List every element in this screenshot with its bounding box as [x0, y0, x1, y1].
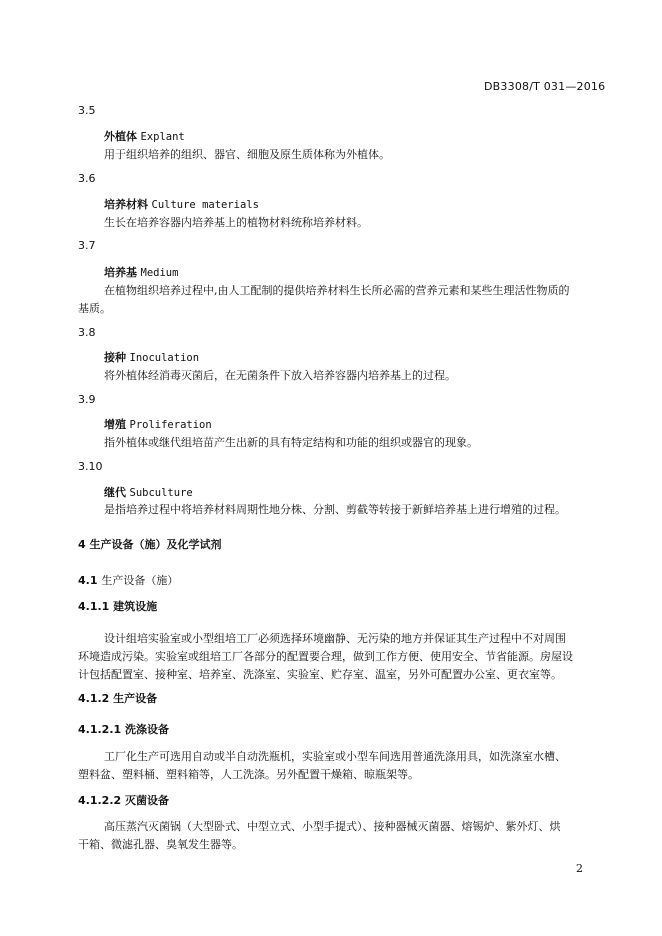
term-chinese: 培养材料: [104, 198, 148, 211]
term-number: 3.5: [78, 104, 96, 117]
paragraph-line: 设计组培实验室或小型组培工厂必须选择环境幽静、无污染的地方并保证其生产过程中不对周围: [104, 632, 566, 645]
clause-heading: 4.1.2.2 灭菌设备: [78, 794, 169, 807]
term-chinese: 外植体: [104, 130, 137, 143]
term-definition: 是指培养过程中将培养材料周期性地分株、分割、剪截等转接于新鲜培养基上进行增殖的过程。: [104, 503, 566, 516]
term-number: 3.8: [78, 326, 96, 339]
term-definition: 在植物组织培养过程中,由人工配制的提供培养材料生长所必需的营养元素和某些生理活性物质的: [104, 284, 570, 297]
term-definition-continued: 基质。: [78, 302, 111, 315]
term-definition: 用于组织培养的组织、器官、细胞及原生质体称为外植体。: [104, 148, 390, 161]
term-english: Subculture: [129, 487, 193, 499]
term-number: 3.6: [78, 172, 96, 185]
subsection-number: 4.1: [78, 574, 98, 587]
subsection-title: 生产设备（施）: [101, 574, 179, 587]
term-english: Medium: [140, 267, 179, 279]
term-chinese: 培养基: [104, 266, 137, 279]
term-title: [104, 196, 259, 212]
document-code: DB3308/T 031—2016: [484, 80, 606, 93]
term-title: [104, 128, 185, 144]
clause-heading: 4.1.2 生产设备: [78, 692, 158, 705]
term-chinese: 继代: [104, 486, 126, 499]
term-title: [104, 484, 193, 500]
term-english: Inoculation: [129, 352, 200, 364]
paragraph-line: 计包括配置室、接种室、培养室、洗涤室、实验室、贮存室、温室，另外可配置办公室、更衣室等。: [78, 668, 562, 681]
term-number: 3.9: [78, 393, 96, 406]
term-definition: 将外植体经消毒灭菌后，在无菌条件下放入培养容器内培养基上的过程。: [104, 369, 456, 382]
section-heading: 4 生产设备（施）及化学试剂: [78, 538, 222, 551]
term-definition: 指外植体或继代组培苗产生出新的具有特定结构和功能的组织或器官的现象。: [104, 436, 478, 449]
paragraph-line: 干箱、微滤孔器、臭氧发生器等。: [78, 838, 243, 851]
paragraph-line: 高压蒸汽灭菌锅（大型卧式、中型立式、小型手提式）、接种器械灭菌器、熔锡炉、紫外灯、烘: [104, 820, 561, 833]
term-english: Culture materials: [151, 199, 259, 211]
term-chinese: 增殖: [104, 418, 126, 431]
term-title: [104, 264, 178, 280]
page-number: 2: [576, 862, 583, 875]
term-english: Proliferation: [129, 419, 212, 431]
clause-heading: 4.1.2.1 洗涤设备: [78, 723, 169, 736]
term-chinese: 接种: [104, 351, 126, 364]
term-title: [104, 416, 212, 432]
term-english: Explant: [140, 131, 185, 143]
paragraph-line: 环境造成污染。实验室或组培工厂各部分的配置要合理，做到工作方便、使用安全、节省能源。房屋设: [78, 650, 573, 663]
subsection-heading: [78, 572, 178, 588]
term-definition: 生长在培养容器内培养基上的植物材料统称培养材料。: [104, 216, 368, 229]
paragraph-line: 工厂化生产可选用自动或半自动洗瓶机，实验室或小型车间选用普通洗涤用具，如洗涤室水槽、: [104, 750, 566, 763]
clause-heading: 4.1.1 建筑设施: [78, 600, 158, 613]
term-number: 3.7: [78, 239, 96, 252]
paragraph-line: 塑料盆、塑料桶、塑料箱等，人工洗涤。另外配置干燥箱、晾瓶架等。: [78, 768, 419, 781]
term-number: 3.10: [78, 460, 103, 473]
term-title: [104, 349, 199, 365]
